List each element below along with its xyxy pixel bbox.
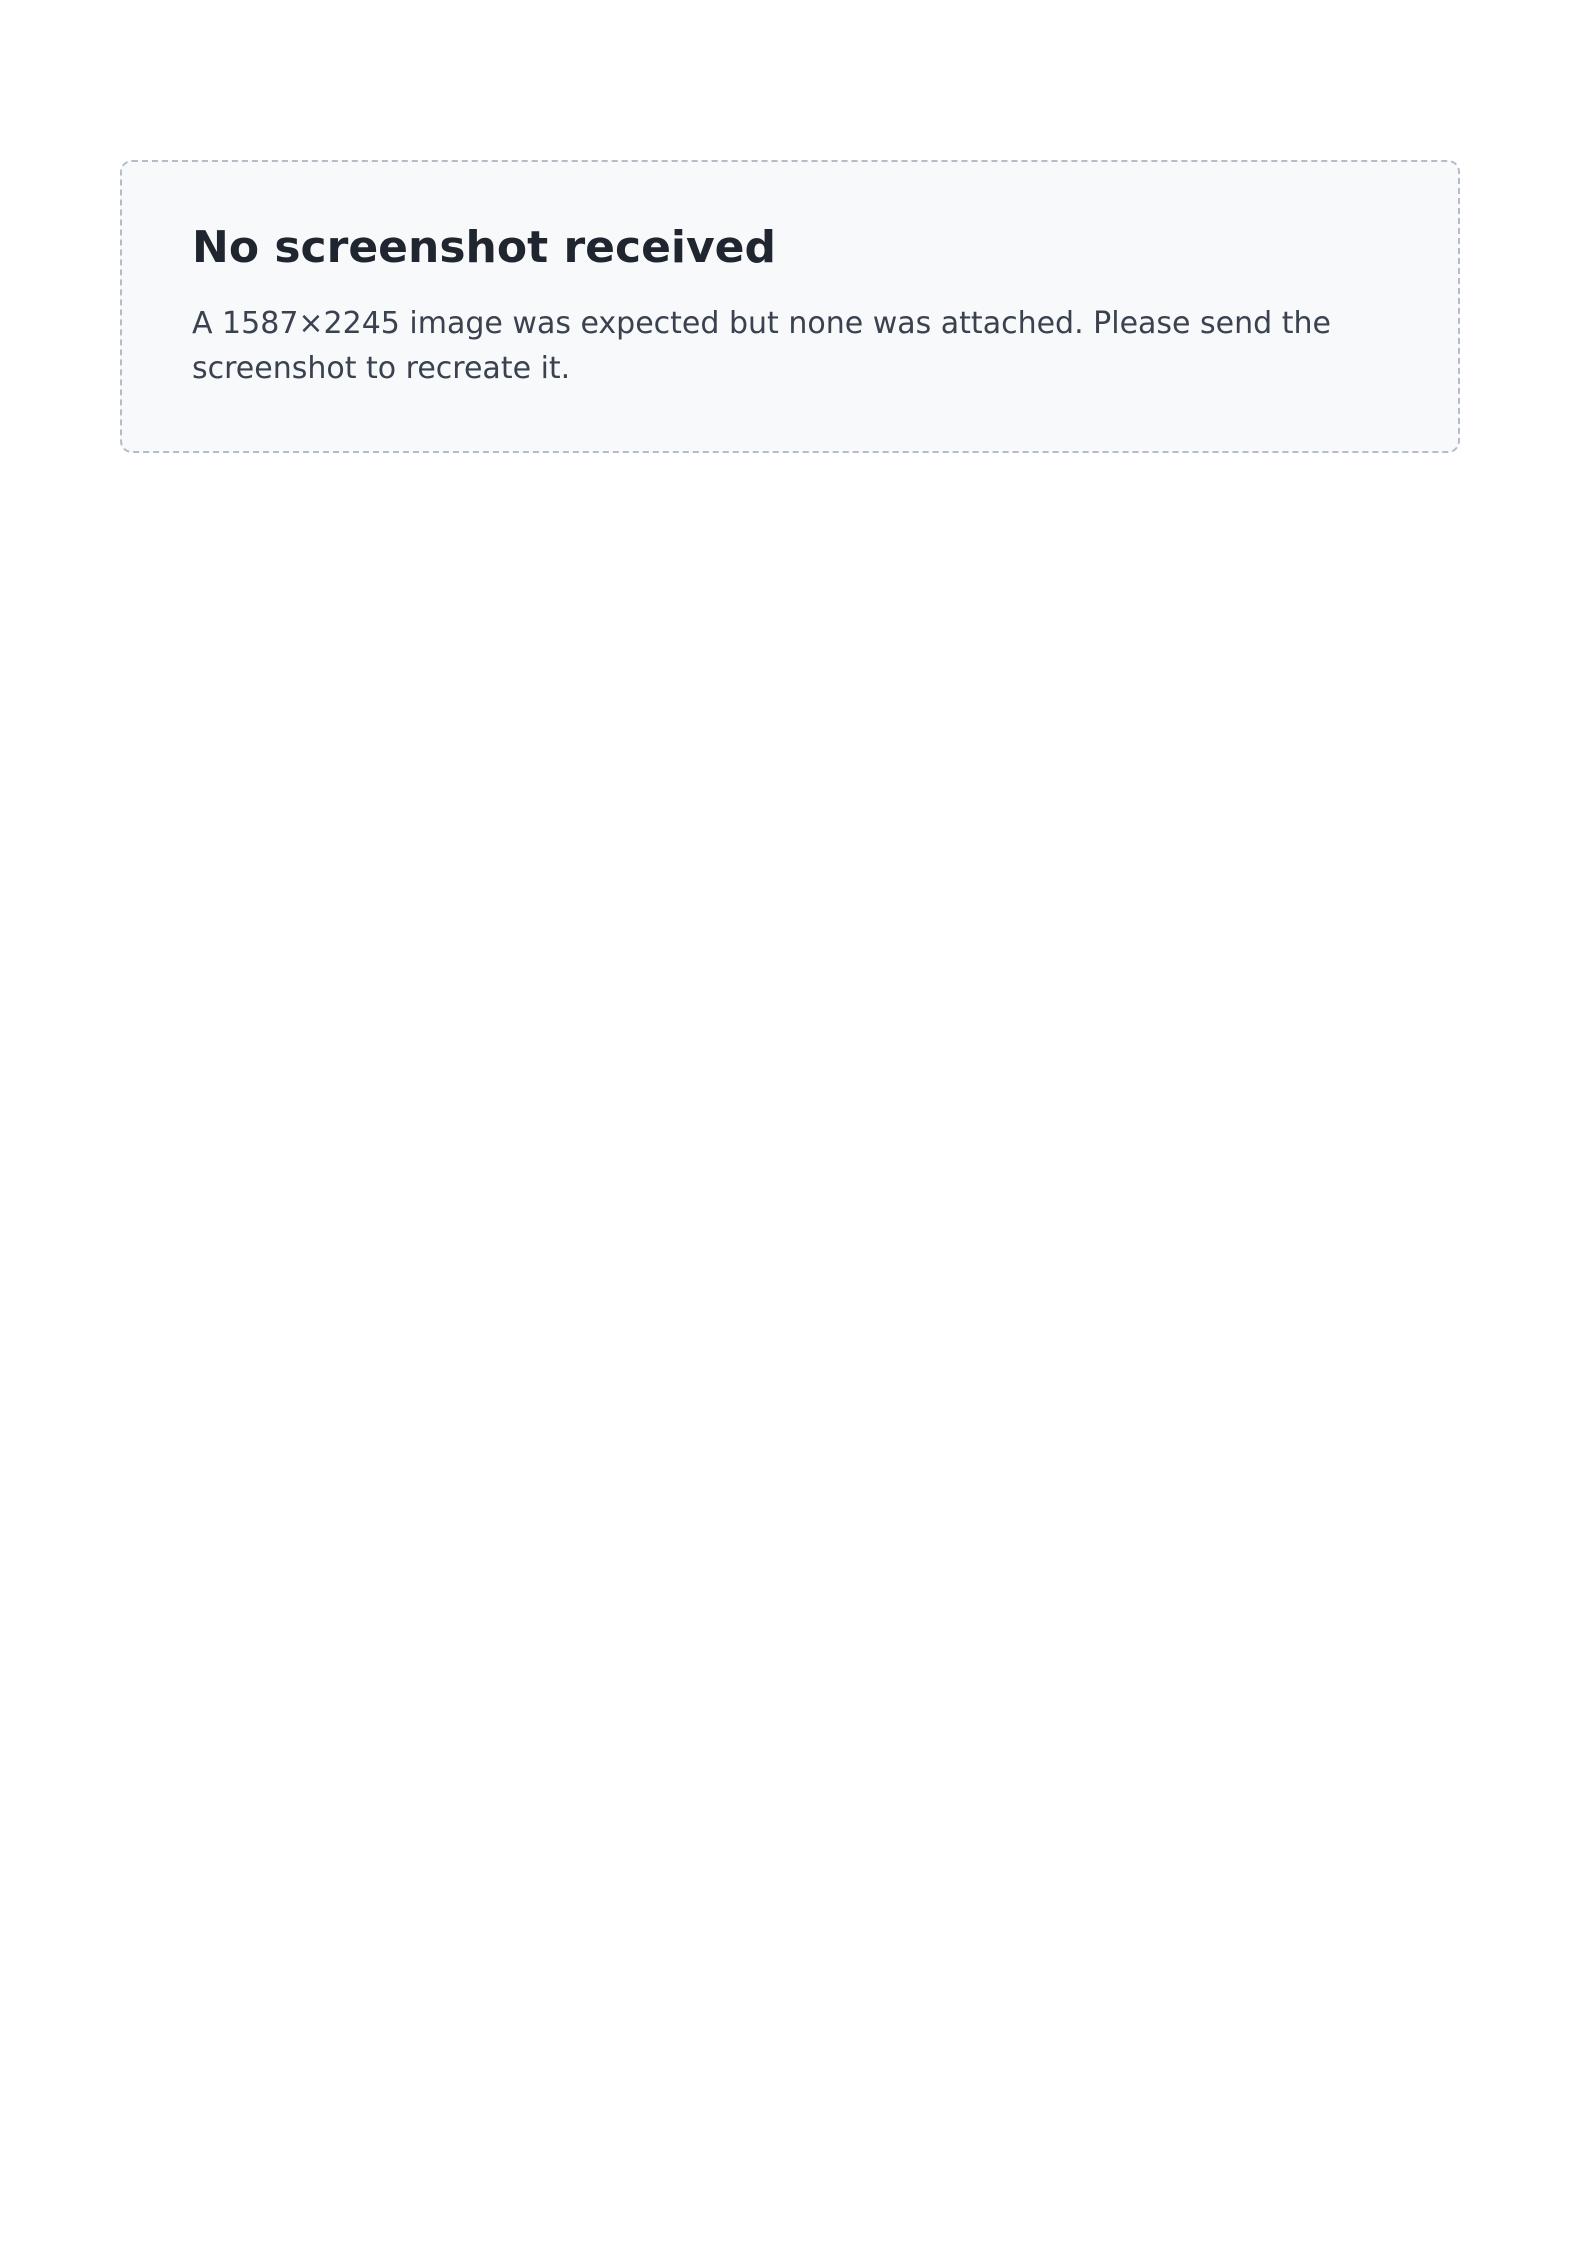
notice-message: A 1587×2245 image was expected but none was attached. Please send the screenshot to recreate it. bbox=[192, 306, 1331, 386]
notice-title: No screenshot received bbox=[192, 222, 777, 273]
missing-image-notice bbox=[120, 160, 1460, 453]
